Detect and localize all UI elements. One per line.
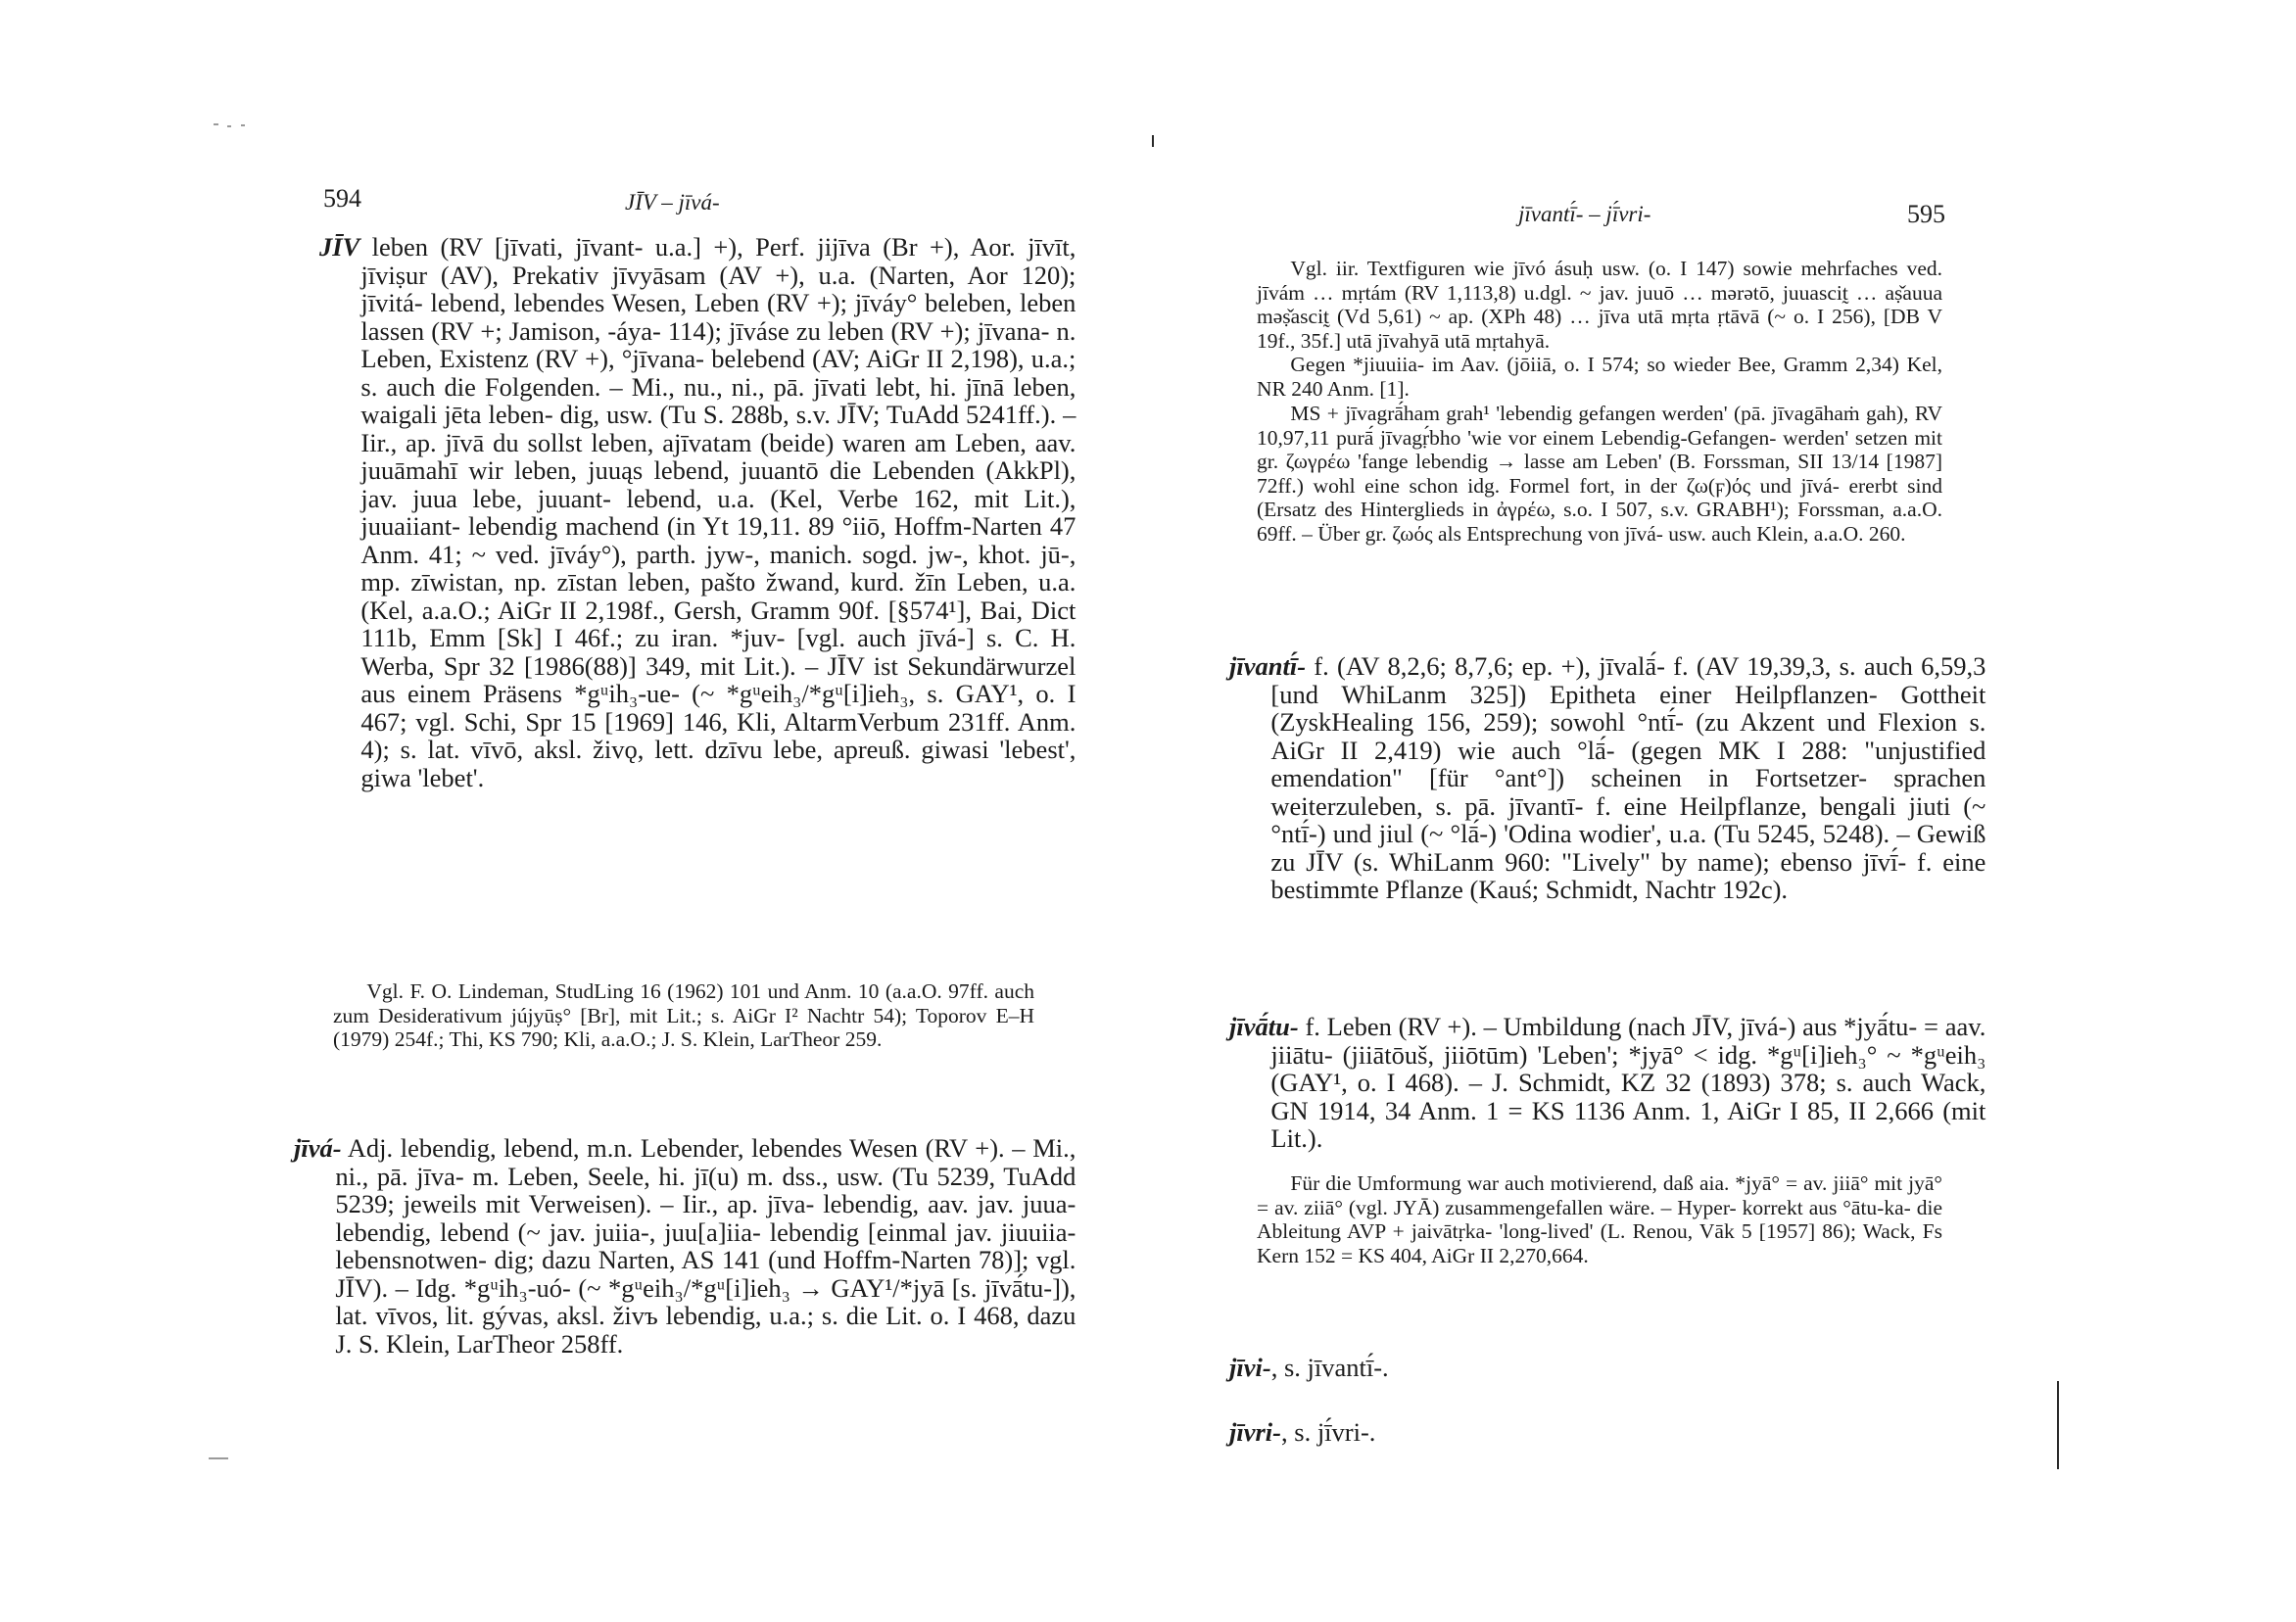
crop-mark [2057, 1381, 2059, 1469]
entry-text: leben (RV [jīvati, jīvant- u.a.] +), Perf. jijīva (Br +), Aor. jīvīt, jīviṣur (AV), Prekativ jīvyāsam (AV +), u.a. (Narten, Aor 120); jīvitá- lebend, lebendes Wesen, Leben (RV +); jīváy° beleben, leben lassen (RV +; Jamison, -áya- 114); jīváse zu leben (RV +); jīvana- n. Leben, Existenz (RV +), °jīvana- belebend (AV; AiGr II 2,198), u.a.; s. auch die Folgenden. – Mi., nu., ni., pā. jīvati lebt, hi. jīnā leben, waigali jēta leben- dig, usw. (Tu S. 288b, s.v. JĪV; TuAdd 5241ff.). – Iir., ap. jīvā du sollst leben, ajīvatam (beide) waren am Leben, aav. juuāmahī wir leben, juuąs lebend, juuantō die Lebenden (AkkPl), jav. juua lebe, juuant- lebend, u.a. (Kel, Verbe 162, mit Lit.), juuaiiant- lebendig machend (in Yt 19,11. 89 °iiō, Hoffm-Narten 47 Anm. 41; ~ ved. jīváy°), parth. jyw-, manich. sogd. jw-, khot. jū-, mp. zīwistan, np. zīstan leben, pašto žwand, kurd. žīn Leben, u.a. (Kel, a.a.O.; AiGr II 2,198f., Gersh, Gramm 90f. [§574¹], Bai, Dict 111b, Emm [Sk] I 46f.; zu iran. *juv- [vgl. auch jīvá-] s. C. H. Werba, Spr 32 [1986(88)] 349, mit Lit.). – JĪV ist Sekundärwurzel aus einem Präsens *gᵘih₃-ue- (~ *gᵘeih₃/*gᵘ[i]ieh₃, s. GAY¹, o. I 467; vgl. Schi, Spr 15 [1969] 146, Kli, AltarmVerbum 231ff. Anm. 4); s. lat. vīvō, aksl. živǫ, lett. dzīvu lebe, apreuß. giwasi 'lebest', giwa 'lebet'. [360, 232, 1076, 792]
entry-jivanti [1229, 652, 1985, 904]
entry-text: f. (AV 8,2,6; 8,7,6; ep. +), jīvalā́- f. (AV 19,39,3, s. auch 6,59,3 [und WhiLanm 325]) Epitheta einer Heilpflanzen- Gottheit (ZyskHealing 156, 259); sowohl °ntī́- (zu Akzent und Flexion s. AiGr II 2,419) wie auch °lā́- (gegen MK I 288: "unjustified emendation" [für °ant°]) scheinen in Fortsetzer- sprachen weiterzuleben, s. pā. jīvantī- f. eine Heilpflanze, bengali jiuti (~ °ntī́-) und jiul (~ °lā́-) 'Odina wodier', u.a. (Tu 5245, 5248). – Gewiß zu JĪV (s. WhiLanm 960: "Lively" by name); ebenso jīvī́- f. eine bestimmte Pflanze (Kauś; Schmidt, Nachtr 192c). [1270, 651, 1986, 904]
entry-jivatu [1229, 1013, 1985, 1153]
page-number-left: 594 [323, 184, 361, 213]
entry-jivi: jīvi-, s. jīvantī́-. [1229, 1353, 1389, 1382]
entry-jivatu-note: Für die Umformung war auch motivierend, daß aia. *jyā° = av. jiiā° mit jyā° = av. ziiā° (vgl. JYĀ) zusammengefallen wäre. – Hyper- korrekt aus °ātu-ka- die Ableitung AVP + jaivātṛka- 'long-lived' (L. Renou, Vāk 5 [1957] 86); Wack, Fs Kern 152 = KS 404, AiGr II 2,270,664. [1257, 1171, 1942, 1267]
note-top-2: Gegen *jiuuiia- im Aav. (jōiiā, o. I 574; so wieder Bee, Gramm 2,34) Kel, NR 240 Anm. [1]. [1257, 353, 1942, 401]
note-top-3: MS + jīvagrā́ham grah¹ 'lebendig gefangen werden' (pā. jīvagāhaṁ gah), RV 10,97,11 purā́ jīvagṛ́bho 'wie vor einem Lebendig-Gefangen- werden' setzen mit gr. ζωγρέω 'fange lebendig → lasse am Leben' (B. Forssman, SII 13/14 [1987] 72ff.) wohl eine schon idg. Formel fort, in der ζω(ϝ)ός und jīvá- ererbt sind (Ersatz des Hinterglieds in ἀγρέω, s.o. I 507, s.v. GRABH¹); Forssman, a.a.O. 69ff. – Über gr. ζωός als Entsprechung von jīvá- usw. auch Klein, a.a.O. 260. [1257, 402, 1942, 546]
entry-text: Adj. lebendig, lebend, m.n. Lebender, lebendes Wesen (RV +). – Mi., ni., pā. jīva- m. Leben, Seele, hi. jī(u) m. dss., usw. (Tu 5239, TuAdd 5239; jeweils mit Verweisen). – Iir., ap. jīva- lebendig, aav. jav. juua- lebendig, lebend (~ jav. juiia-, juu[a]iia- lebendig [einmal jav. jiuuiia- lebensnotwen- dig; dazu Narten, AS 141 (und Hoffm-Narten 78)]; vgl. JĪV). – Idg. *gᵘih₃-uó- (~ *gᵘeih₃/*gᵘ[i]ieh₃ → GAY¹/*jyā [s. jīvā́tu-]), lat. vīvos, lit. gývas, aksl. živъ lebendig, u.a.; s. die Lit. o. I 468, dazu J. S. Klein, LarTheor 258ff. [335, 1133, 1076, 1359]
entry-lemma: JĪV [319, 232, 360, 262]
scan-speck [214, 123, 218, 125]
entry-lemma: jīvri- [1229, 1417, 1281, 1447]
entry-jiv-note: Vgl. F. O. Lindeman, StudLing 16 (1962) 101 und Anm. 10 (a.a.O. 97ff. auch zum Desiderativum jújyūṣ° [Br], mit Lit.; s. AiGr I² Nachtr 54); Toporov E–H (1979) 254f.; Thi, KS 790; Kli, a.a.O.; J. S. Klein, LarTheor 259. [333, 979, 1034, 1051]
entry-lemma: jīvá- [294, 1133, 342, 1163]
gutter-mark [1152, 135, 1154, 147]
entry-jiva [294, 1134, 1076, 1358]
right-page [1229, 0, 2003, 1622]
entry-text: s. jī́vri-. [1294, 1417, 1376, 1447]
entry-text: s. jīvantī́-. [1283, 1353, 1389, 1382]
left-page [294, 0, 1076, 1622]
entry-lemma: jīvā́tu- [1229, 1012, 1299, 1041]
scan-speck [241, 124, 245, 126]
running-head-right: jīvantī́- – jī́vri- [1518, 202, 1651, 226]
entry-jivri: jīvri-, s. jī́vri-. [1229, 1417, 1376, 1447]
scan-speck [209, 1457, 228, 1459]
entry-lemma: jīvi- [1229, 1353, 1271, 1382]
scan-speck [227, 125, 231, 127]
entry-lemma: jīvantī́- [1229, 651, 1307, 681]
entry-jiv [319, 233, 1076, 791]
page-number-right: 595 [1907, 200, 1945, 228]
entry-text: f. Leben (RV +). – Umbildung (nach JĪV, jīvá-) aus *jyā́tu- = aav. jiiātu- (jiiātōuš, jiiōtūm) 'Leben'; *jyā° < idg. *gᵘ[i]ieh₃° ~ *gᵘeih₃ (GAY¹, o. I 468). – J. Schmidt, KZ 32 (1893) 378; s. auch Wack, GN 1914, 34 Anm. 1 = KS 1136 Anm. 1, AiGr I 85, II 2,666 (mit Lit.). [1270, 1012, 1986, 1153]
note-top-1: Vgl. iir. Textfiguren wie jīvó ásuḥ usw. (o. I 147) sowie mehrfaches ved. jīvám … mṛtám (RV 1,113,8) u.dgl. ~ jav. juuō … mərətō, juuascit̰ … aṣ̌auua məṣ̌ascit̰ (Vd 5,61) ~ ap. (XPh 48) … jīva utā mṛta ṛtāvā (~ o. I 256), [DB V 19f., 35f.] utā jīvahyā utā mṛtahyā. [1257, 257, 1942, 353]
running-head-left: JĪV – jīvá- [625, 190, 720, 215]
